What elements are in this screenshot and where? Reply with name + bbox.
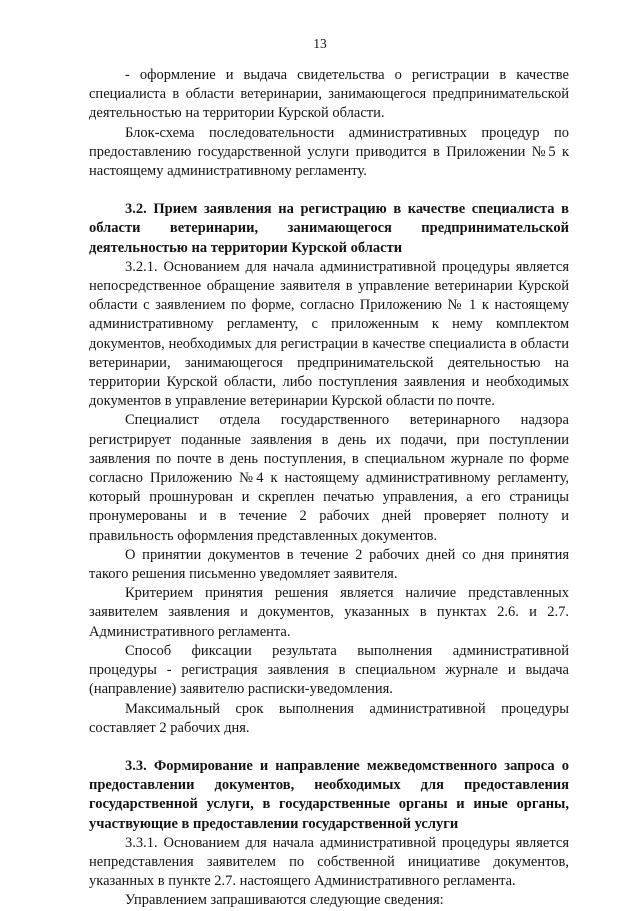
section-3-3-paragraph: Управлением запрашиваются следующие сведения:: [125, 892, 444, 909]
section-3-3-paragraph: 3.3.1. Основанием для начала административной процедуры является непредставления заявителем по собственной инициативе документов, указанных в пункте 2.7. настоящего Административного регламента.: [89, 834, 569, 890]
section-3-2-paragraph: Способ фиксации результата выполнения административной процедуры - регистрация заявления в специальном журнале и выдача (направление) заявителю расписки-уведомления.: [89, 642, 569, 698]
section-3-2-paragraph: Критерием принятия решения является наличие представленных заявителем заявления и документов, указанных в пунктах 2.6. и 2.7. Административного регламента.: [89, 585, 569, 640]
intro-paragraph: Блок-схема последовательности административных процедур по предоставлению государственной услуги приводится в Приложении №5 к настоящему административному регламенту.: [89, 124, 569, 180]
section-gap: [89, 181, 569, 200]
intro-list-item: - оформление и выдача свидетельства о регистрации в качестве специалиста в области ветеринарии, занимающегося предпринимательской деятельностью на территории Курской области.: [89, 67, 569, 122]
section-3-2-paragraph: Максимальный срок выполнения административной процедуры составляет 2 рабочих дня.: [89, 700, 569, 736]
section-gap: [89, 738, 569, 757]
section-3-2-heading: 3.2. Прием заявления на регистрацию в качестве специалиста в области ветеринарии, занимающегося предпринимательской деятельностью на территории Курской области: [89, 201, 569, 256]
section-3-2-paragraph: 3.2.1. Основанием для начала административной процедуры является непосредственное обращение заявителя в управление ветеринарии Курской области с заявлением по форме, согласно Приложению № 1 к настоящему административному регламенту, с приложенным к нему комплектом документов, необходимых для регистрации в качестве специалиста в области ветеринарии, занимающегося предпринимательской деятельностью на территории Курской области, либо поступления заявления и необходимых документов в управление ветеринарии Курской области по почте.: [89, 258, 569, 410]
section-3-2-paragraph: Специалист отдела государственного ветеринарного надзора регистрирует поданные заявления в день их подачи, при поступлении заявления по почте в день поступления, в специальном журнале по форме согласно Приложению №4 к настоящему административному регламенту, который прошнурован и скреплен печатью управления, а его страницы пронумерованы и в течение 2 рабочих дней проверяет полноту и правильность оформления представленных документов.: [89, 412, 569, 544]
section-3-2-paragraph: О принятии документов в течение 2 рабочих дней со дня принятия такого решения письменно уведомляет заявителя.: [89, 546, 569, 583]
document-body: [89, 66, 569, 911]
page-number: 13: [313, 36, 327, 51]
section-3-3-heading: 3.3. Формирование и направление межведомственного запроса о предоставлении документов, необходимых для предоставления государственной услуги, в государственные органы и иные органы, участвующие в предоставлении государственной услуги: [89, 757, 569, 832]
